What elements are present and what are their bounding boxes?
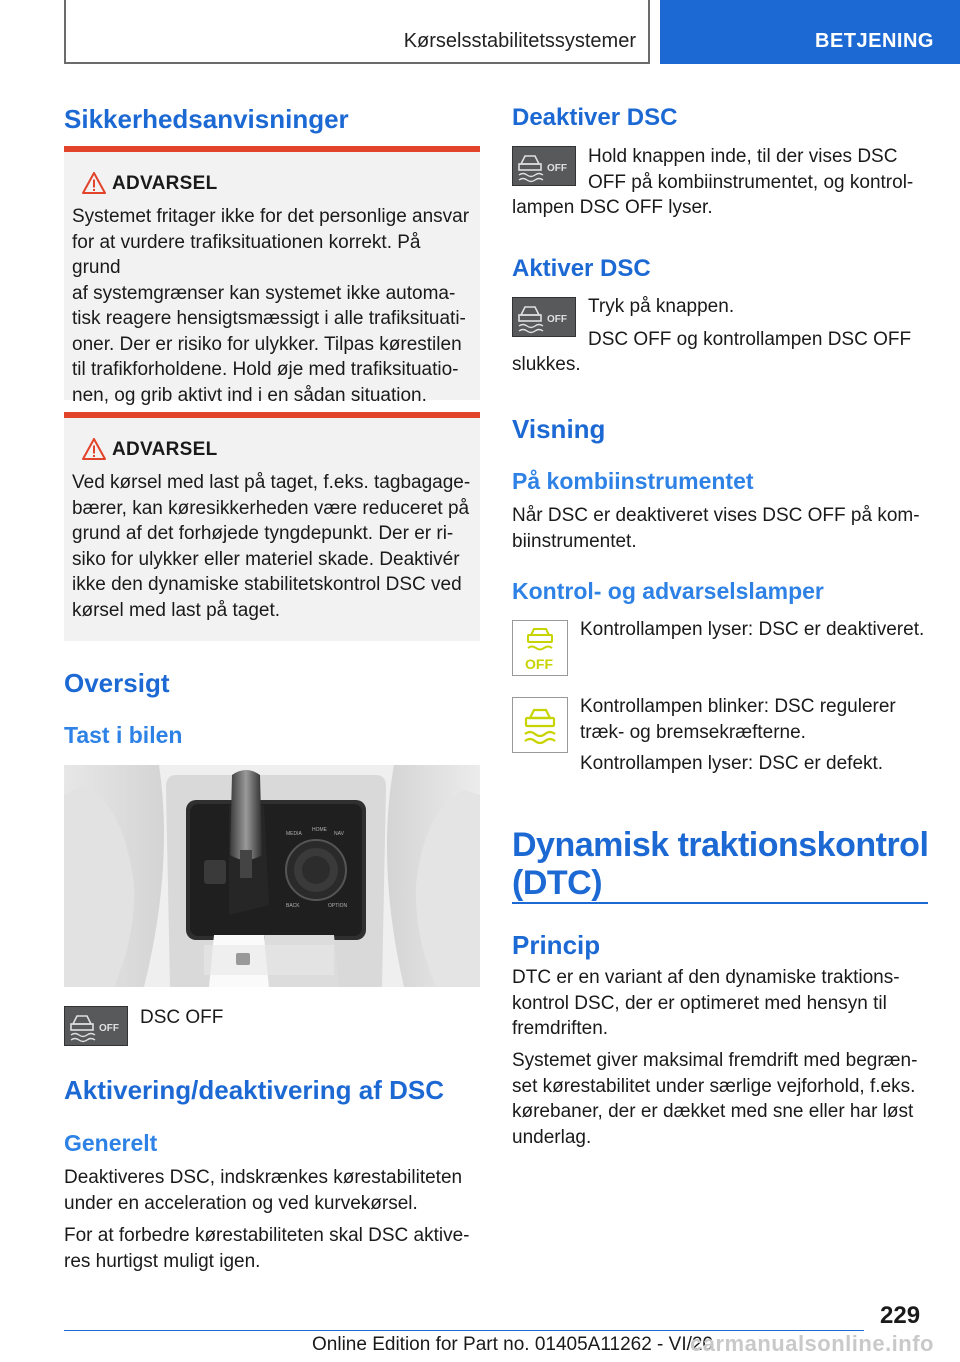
section-tab-label: BETJENING xyxy=(815,30,934,52)
section-tab[interactable] xyxy=(660,0,960,64)
svg-text:HOME: HOME xyxy=(312,827,327,833)
deactivate-heading: Deaktiver DSC xyxy=(512,104,678,131)
dsc-off-button-icon xyxy=(64,1006,128,1046)
activate-text-2: DSC OFF og kontrollampen DSC OFF xyxy=(588,329,912,350)
general-text-2: For at forbedre kørestabiliteten skal DSC aktive- res hurtigst muligt igen. xyxy=(64,1225,470,1272)
principle-text: DTC er en variant af den dynamiske traktions- kontrol DSC, der er optimeret med hensyn til fremdriften. xyxy=(512,967,900,1039)
display-heading: Visning xyxy=(512,414,606,444)
svg-text:OFF: OFF xyxy=(525,656,553,672)
svg-text:OPTION: OPTION xyxy=(328,903,348,909)
lamp1-text: Kontrollampen lyser: DSC er deaktiveret. xyxy=(580,619,925,640)
deactivate-text-a: Hold knappen inde, til der vises DSC OFF på kombiinstrumentet, og kontrol- xyxy=(588,146,914,193)
lamp2-text-2: Kontrollampen lyser: DSC er defekt. xyxy=(580,753,884,774)
cluster-heading: På kombiinstrumentet xyxy=(512,468,754,494)
dsc-off-button-icon xyxy=(512,146,576,186)
warning-box-1 xyxy=(64,146,480,406)
warning-triangle-icon xyxy=(82,172,106,194)
activate-text-3: slukkes. xyxy=(512,354,581,375)
dsc-off-lamp-icon xyxy=(512,620,568,676)
header-box xyxy=(64,0,650,64)
svg-text:MEDIA: MEDIA xyxy=(286,831,302,837)
svg-text:NAV: NAV xyxy=(334,831,344,837)
deactivate-text-b: lampen DSC OFF lyser. xyxy=(512,197,713,218)
chapter-title: Kørselsstabilitetssystemer xyxy=(403,30,636,52)
dtc-heading: Dynamisk traktionskontrol (DTC) xyxy=(512,826,929,902)
page-number: 229 xyxy=(880,1302,921,1329)
center-console-photo xyxy=(64,765,480,987)
warning-triangle-icon xyxy=(82,438,106,460)
warning-label: ADVARSEL xyxy=(112,439,218,460)
section-divider xyxy=(512,902,928,904)
svg-text:OFF: OFF xyxy=(547,163,567,174)
activation-heading: Aktivering/deaktivering af DSC xyxy=(64,1075,444,1105)
activate-text-1: Tryk på knappen. xyxy=(588,296,735,317)
principle-text-2: Systemet giver maksimal fremdrift med begræn- set kørestabilitet under særlige vejforhold, f.eks. kørebaner, der er dækket med sne eller har løst underlag. xyxy=(512,1050,918,1148)
activate-heading: Aktiver DSC xyxy=(512,255,651,282)
watermark: carmanualsonline.info xyxy=(690,1331,934,1356)
safety-heading: Sikkerhedsanvisninger xyxy=(64,104,349,134)
warning-text: Ved kørsel med last på taget, f.eks. tagbagage- bærer, kan køresikkerheden være reduceret på grund af det forhøjede tyngdepunkt. Der er ri- siko for ulykker eller materiel skade. Deaktivér ikke den dynamiske stabilitetskontrol DSC ved kørsel med last på taget. xyxy=(72,472,471,621)
button-heading: Tast i bilen xyxy=(64,722,183,748)
principle-heading: Princip xyxy=(512,930,601,960)
general-heading: Generelt xyxy=(64,1130,158,1156)
warning-text: Systemet fritager ikke for det personlige ansvar for at vurdere trafiksituationen korrekt. På grund af systemgrænser kan systemet ikke automa- tisk reagere hensigtsmæssigt i alle trafiksituati- oner. Der er risiko for ulykker. Tilpas kørestilen til trafikforholdene. Hold øje med trafiksituatio- nen, og grib aktivt ind i en sådan situation. xyxy=(72,206,470,406)
warning-box-2 xyxy=(64,412,480,641)
cluster-text: Når DSC er deaktiveret vises DSC OFF på kom- biinstrumentet. xyxy=(512,505,920,552)
warning-label: ADVARSEL xyxy=(112,173,218,194)
dsc-lamp-icon xyxy=(512,697,568,753)
lamps-heading: Kontrol- og advarselslamper xyxy=(512,578,824,604)
svg-text:BACK: BACK xyxy=(286,903,300,909)
edition-text: Online Edition for Part no. 01405A11262 - VI/20 xyxy=(312,1334,714,1355)
dsc-off-button-icon xyxy=(512,297,576,337)
svg-text:OFF: OFF xyxy=(99,1023,119,1034)
svg-text:OFF: OFF xyxy=(547,314,567,325)
lamp2-text: Kontrollampen blinker: DSC regulerer træk- og bremsekræfterne. xyxy=(580,696,896,743)
overview-heading: Oversigt xyxy=(64,668,170,698)
center-console-illustration xyxy=(64,765,480,987)
general-text: Deaktiveres DSC, indskrænkes kørestabiliteten under en acceleration og ved kurvekørsel. xyxy=(64,1167,463,1214)
dsc-off-label: DSC OFF xyxy=(140,1007,224,1028)
